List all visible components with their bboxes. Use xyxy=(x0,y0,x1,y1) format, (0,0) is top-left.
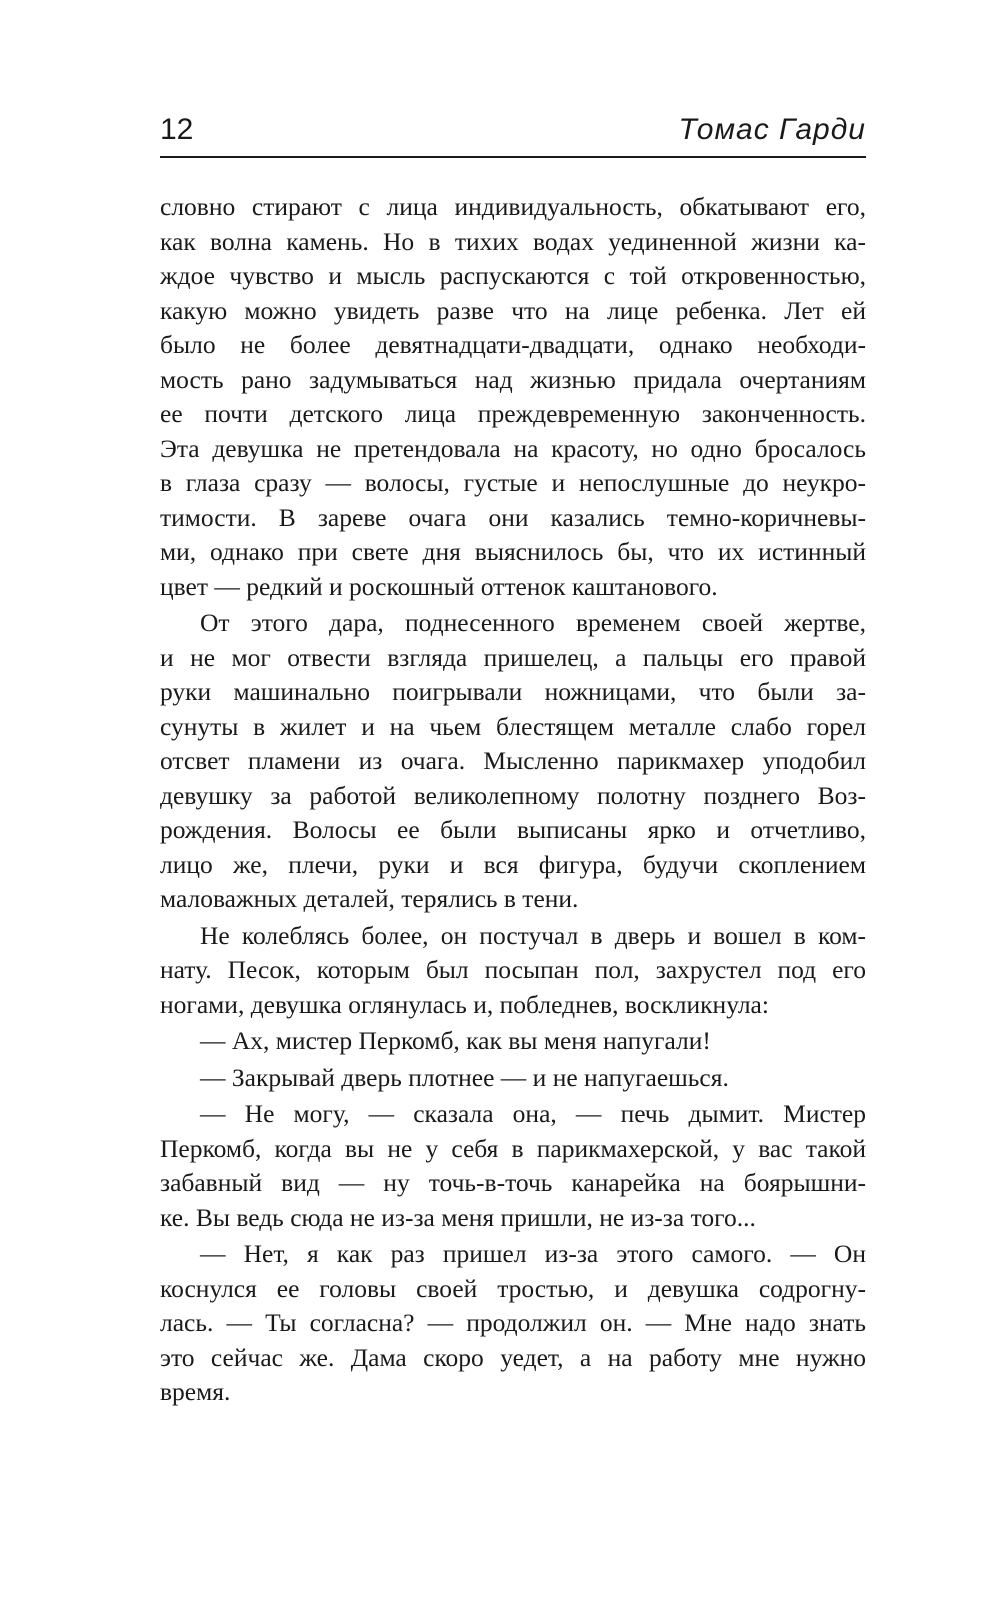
running-head: Томас Гарди xyxy=(678,113,866,146)
paragraph xyxy=(160,1024,866,1059)
text-line: ждое чувство и мысль распускаются с той откровенностью, xyxy=(160,261,866,290)
text-line: маловажных деталей, терялись в тени. xyxy=(160,884,579,913)
text-line: девушку за работой великолепному полотну позднего Воз- xyxy=(160,780,866,810)
paragraph xyxy=(160,919,866,1023)
body-text xyxy=(160,190,866,1412)
text-line: лась. — Ты согласна? — продолжил он. — Мне надо знать xyxy=(160,1308,866,1337)
paragraph xyxy=(160,1061,866,1096)
text-line: — Нет, я как раз пришел из-за этого самого. — Он xyxy=(200,1239,866,1268)
text-line: Эта девушка не претендовала на красоту, но одно бросалось xyxy=(160,433,866,463)
text-line: — Закрывай дверь плотнее — и не напугаешься. xyxy=(200,1062,729,1092)
text-line: — Ах, мистер Перкомб, как вы меня напугали! xyxy=(200,1026,711,1055)
text-line: словно стирают с лица индивидуальность, обкатывают его, xyxy=(160,192,866,221)
text-line: забавный вид — ну точь-в-точь канарейка на боярышни- xyxy=(160,1168,866,1197)
text-line: мость рано задумываться над жизнью придала очертаниям xyxy=(160,364,866,394)
text-line: руки машинально поигрывали ножницами, что были за- xyxy=(160,677,866,706)
text-line: как волна камень. Но в тихих водах уединенной жизни ка- xyxy=(160,226,866,256)
text-line: Не колеблясь более, он постучал в дверь и вошел в ком- xyxy=(200,920,866,950)
text-line: было не более девятнадцати-двадцати, однако необходи- xyxy=(160,330,866,359)
text-line: цвет — редкий и роскошный оттенок каштанового. xyxy=(160,571,718,601)
text-line: От этого дара, поднесенного временем своей жертве, xyxy=(200,608,866,637)
text-line: отсвет пламени из очага. Мысленно парикмахер уподобил xyxy=(160,746,866,775)
text-line: какую можно увидеть разве что на лице ребенка. Лет ей xyxy=(160,295,866,325)
text-line: коснулся ее головы своей тростью, и девушка содрогну- xyxy=(160,1273,866,1303)
paragraph xyxy=(160,606,866,917)
text-line: тимости. В зареве очага они казались темно-коричневы- xyxy=(160,502,866,532)
text-line: сунуты в жилет и на чьем блестящем металле слабо горел xyxy=(160,711,866,741)
text-line: это сейчас же. Дама скоро уедет, а на работу мне нужно xyxy=(160,1342,866,1372)
text-line: ногами, девушка оглянулась и, побледнев, воскликнула: xyxy=(160,989,769,1019)
paragraph xyxy=(160,1097,866,1235)
text-line: ее почти детского лица преждевременную законченность. xyxy=(160,399,866,428)
text-line: время. xyxy=(160,1377,231,1406)
text-line: в глаза сразу — волосы, густые и непослушные до неукро- xyxy=(160,468,866,497)
text-line: — Не могу, — сказала она, — печь дымит. Мистер xyxy=(200,1099,866,1128)
paragraph xyxy=(160,190,866,604)
text-line: ми, однако при свете дня выяснилось бы, что их истинный xyxy=(160,537,866,566)
text-line: ке. Вы ведь сюда не из-за меня пришли, не из-за того... xyxy=(160,1202,756,1232)
page-header xyxy=(160,112,866,158)
text-line: и не мог отвести взгляда пришелец, а пальцы его правой xyxy=(160,642,866,672)
text-line: лицо же, плечи, руки и вся фигура, будучи скоплением xyxy=(160,849,866,879)
page-number: 12 xyxy=(160,113,194,146)
text-line: рождения. Волосы ее были выписаны ярко и отчетливо, xyxy=(160,815,866,844)
text-line: нату. Песок, которым был посыпан пол, захрустел под его xyxy=(160,955,866,984)
text-line: Перкомб, когда вы не у себя в парикмахерской, у вас такой xyxy=(160,1133,866,1163)
paragraph xyxy=(160,1237,866,1410)
